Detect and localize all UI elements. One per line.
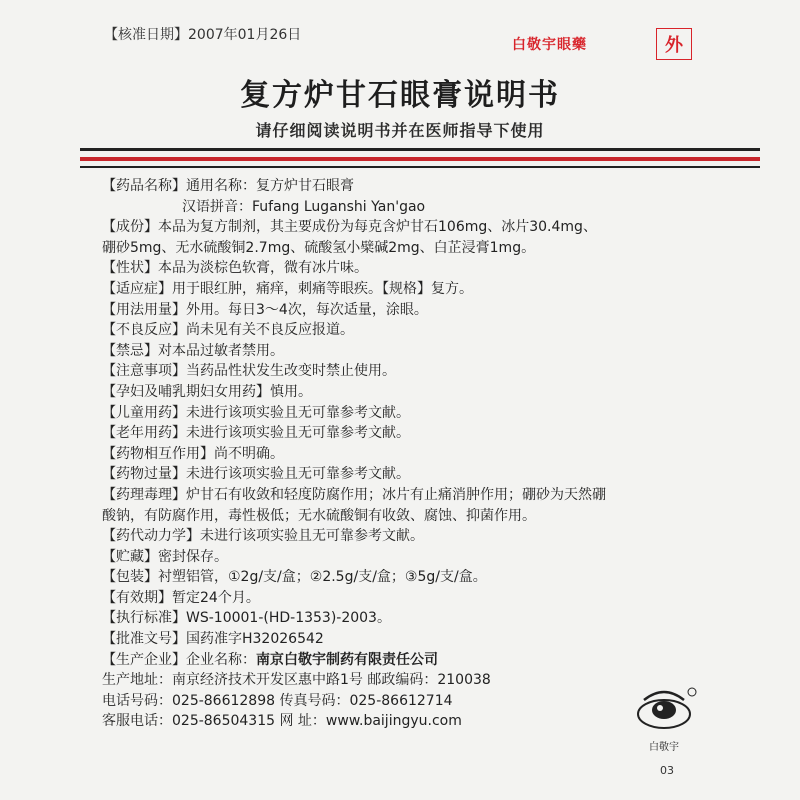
storage-line: 【贮藏】密封保存。 — [102, 548, 228, 565]
pharmacology-line-1: 【药理毒理】炉甘石有收敛和轻度防腐作用；冰片有止痛消肿作用；硼砂为天然硼 — [102, 486, 606, 503]
service-website-line: 客服电话：025-86504315 网 址：www.baijingyu.com — [102, 713, 462, 730]
divider-red — [80, 157, 760, 161]
contraindications-line: 【禁忌】对本品过敏者禁用。 — [102, 342, 284, 359]
leaflet-content — [102, 176, 762, 732]
page-number: 03 — [660, 764, 674, 777]
overdose-line: 【药物过量】未进行该项实验且无可靠参考文献。 — [102, 466, 410, 483]
pharmacokinetics-line: 【药代动力学】未进行该项实验且无可靠参考文献。 — [102, 528, 424, 545]
validity-line: 【有效期】暂定24个月。 — [102, 589, 260, 606]
ingredients-line-2: 硼砂5mg、无水硫酸铜2.7mg、硫酸氢小檗碱2mg、白芷浸膏1mg。 — [102, 239, 536, 256]
drug-pinyin-line: 汉语拼音：Fufang Luganshi Yan'gao — [182, 198, 426, 215]
brand-name: 白敬宇眼藥 — [512, 37, 587, 53]
drug-name-tag: 【药品名称】 — [102, 178, 186, 194]
manufacturer-name: 南京白敬宇制药有限责任公司 — [256, 651, 438, 668]
adverse-line: 【不良反应】尚未见有关不良反应报道。 — [102, 322, 354, 339]
logo-caption: 白敬宇 — [649, 742, 679, 753]
standard-line: 【执行标准】WS-10001-(HD-1353)-2003。 — [102, 610, 391, 627]
approval-date: 【核准日期】2007年01月26日 — [104, 27, 302, 43]
precautions-line: 【注意事项】当药品性状发生改变时禁止使用。 — [102, 363, 396, 380]
pharmacology-line-2: 酸钠，有防腐作用，毒性极低；无水硫酸铜有收敛、腐蚀、抑菌作用。 — [102, 507, 536, 524]
drug-common-name: 通用名称：复方炉甘石眼膏 — [186, 178, 354, 194]
address-line: 生产地址：南京经济技术开发区惠中路1号 邮政编码：210038 — [102, 672, 491, 689]
geriatric-line: 【老年用药】未进行该项实验且无可靠参考文献。 — [102, 425, 410, 442]
external-use-badge: 外 — [656, 28, 692, 60]
manufacturer-prefix: 【生产企业】企业名称： — [102, 651, 256, 668]
phone-fax-line: 电话号码：025-86612898 传真号码：025-86612714 — [102, 692, 453, 709]
indications-line: 【适应症】用于眼红肿，痛痒，刺痛等眼疾。【规格】复方。 — [102, 280, 473, 297]
pregnancy-line: 【孕妇及哺乳期妇女用药】慎用。 — [102, 383, 312, 400]
divider-black-bottom — [80, 166, 760, 168]
divider-black-top — [80, 148, 760, 151]
dosage-line: 【用法用量】外用。每日3～4次，每次适量，涂眼。 — [102, 301, 428, 318]
drug-name-line — [102, 176, 762, 197]
page-subtitle: 请仔细阅读说明书并在医师指导下使用 — [255, 121, 545, 140]
company-logo-icon — [628, 680, 700, 734]
manufacturer-line — [102, 650, 762, 671]
appearance-line: 【性状】本品为淡棕色软膏，微有冰片味。 — [102, 260, 368, 277]
pediatric-line: 【儿童用药】未进行该项实验且无可靠参考文献。 — [102, 404, 410, 421]
page-title: 复方炉甘石眼膏说明书 — [240, 78, 560, 113]
packaging-line: 【包装】衬塑铝管，①2g/支/盒；②2.5g/支/盒；③5g/支/盒。 — [102, 569, 487, 586]
interactions-line: 【药物相互作用】尚不明确。 — [102, 445, 284, 462]
approval-number-line: 【批准文号】国药准字H32026542 — [102, 631, 324, 648]
ingredients-line-1: 【成份】本品为复方制剂，其主要成份为每克含炉甘石106mg、冰片30.4mg、 — [102, 219, 597, 236]
